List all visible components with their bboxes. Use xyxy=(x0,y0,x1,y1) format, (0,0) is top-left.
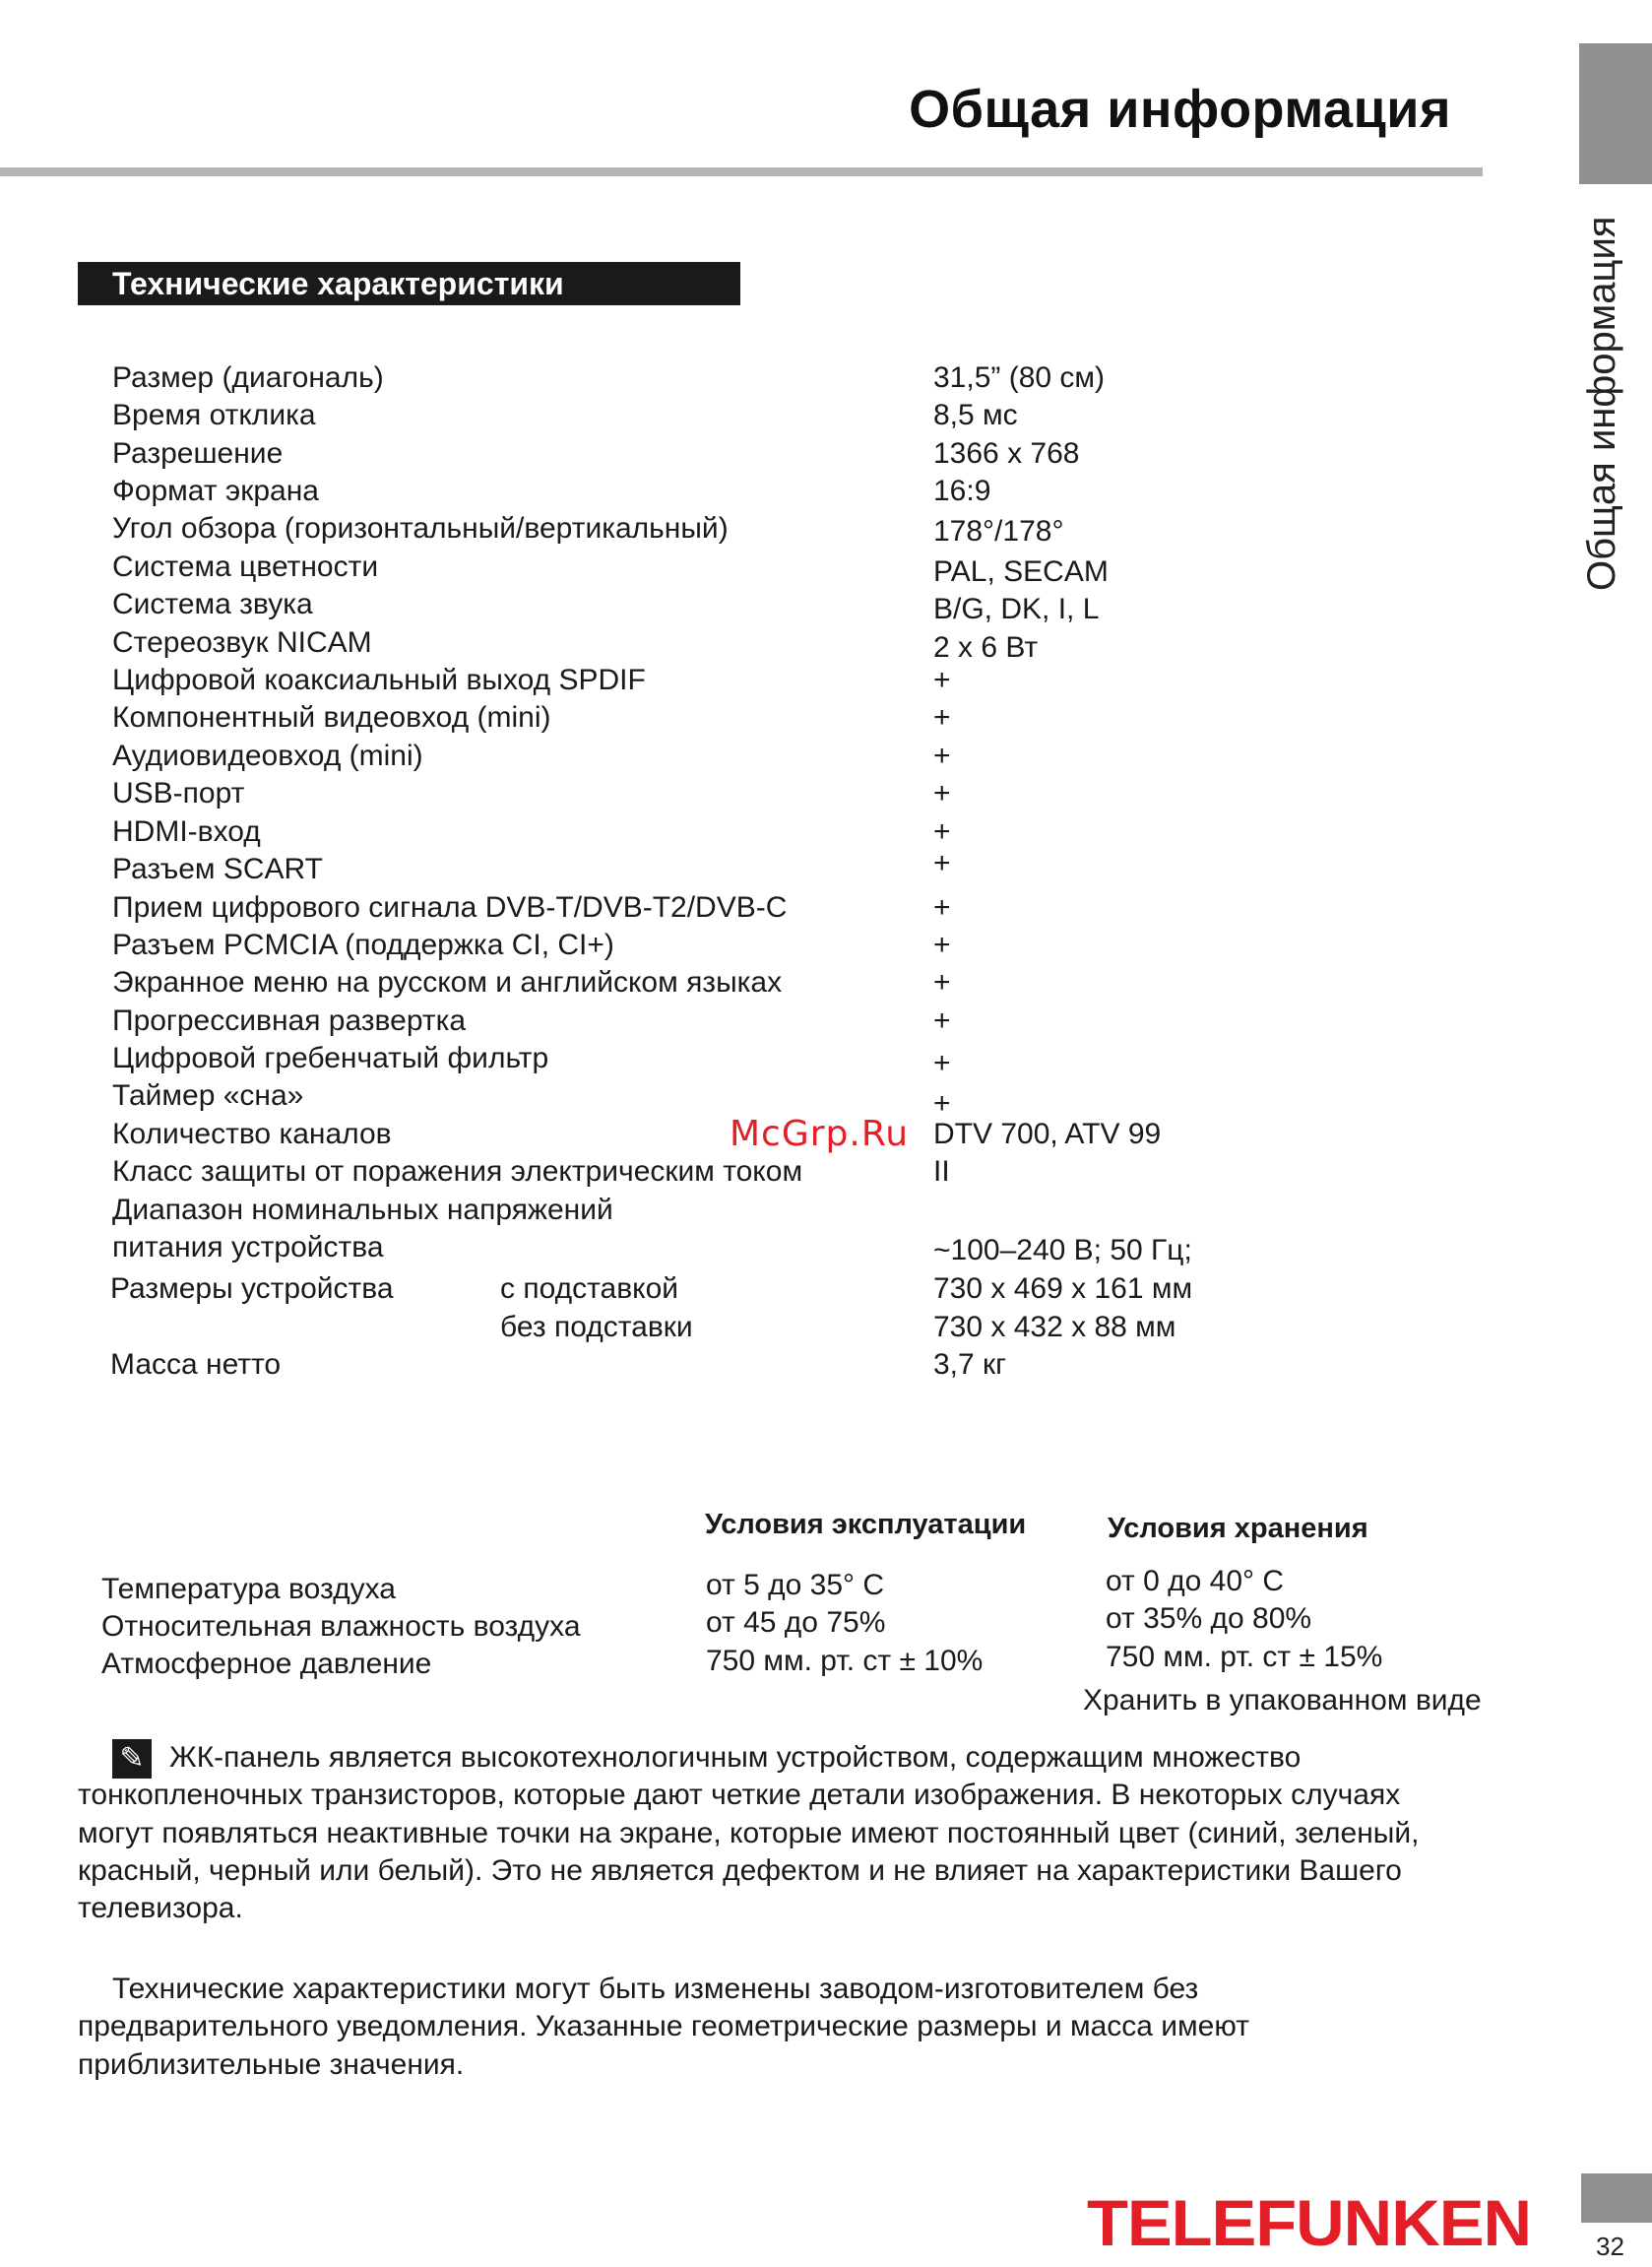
spec-value: + xyxy=(933,847,951,879)
page-title: Общая информация xyxy=(909,80,1451,139)
spec-row xyxy=(0,624,1378,662)
spec-label: USB-порт xyxy=(112,777,245,810)
side-tab-top xyxy=(1579,43,1652,184)
spec-row xyxy=(0,473,1378,510)
spec-label: Прогрессивная развертка xyxy=(112,1004,467,1037)
spec-value: 16:9 xyxy=(933,475,991,507)
spec-label: Разрешение xyxy=(112,437,284,470)
spec-value: 8,5 мс xyxy=(933,399,1018,431)
spec-value: 3,7 кг xyxy=(933,1348,1007,1381)
condition-storage: 750 мм. рт. ст ± 15% xyxy=(1106,1641,1383,1673)
condition-label: Атмосферное давление xyxy=(101,1648,432,1680)
spec-row xyxy=(0,397,1378,434)
condition-operation: от 5 до 35° С xyxy=(706,1569,885,1601)
page-number: 32 xyxy=(1596,2232,1624,2261)
spec-label: Компонентный видеовход (mini) xyxy=(112,701,551,734)
spec-label: Класс защиты от поражения электрическим током xyxy=(112,1155,803,1188)
storage-header: Условия хранения xyxy=(1108,1513,1368,1544)
spec-label: Стереозвук NICAM xyxy=(112,626,372,659)
spec-value: + xyxy=(933,777,951,810)
spec-row xyxy=(0,889,1378,927)
spec-value: 2 x 6 Вт xyxy=(933,631,1039,664)
spec-value: DTV 700, ATV 99 xyxy=(933,1118,1162,1150)
spec-sub-label: без подставки xyxy=(500,1311,693,1343)
spec-row xyxy=(0,359,1378,397)
spec-label: Размеры устройства xyxy=(110,1272,394,1305)
condition-label: Относительная влажность воздуха xyxy=(101,1610,581,1643)
spec-row xyxy=(0,1346,1378,1384)
note-icon: ✎ xyxy=(112,1739,152,1779)
spec-value: + xyxy=(933,701,951,734)
spec-value: + xyxy=(933,929,951,961)
operation-header: Условия эксплуатации xyxy=(705,1509,1027,1540)
spec-label: Цифровой гребенчатый фильтр xyxy=(112,1042,549,1074)
condition-operation: от 45 до 75% xyxy=(706,1606,886,1639)
spec-value: 730 x 469 x 161 мм xyxy=(933,1272,1193,1305)
spec-value: II xyxy=(933,1155,950,1188)
spec-label: Экранное меню на русском и английском языках xyxy=(112,966,783,999)
side-label: Общая информация xyxy=(1580,216,1623,591)
spec-label: Количество каналов xyxy=(112,1118,392,1150)
spec-row xyxy=(0,1309,1378,1346)
spec-value: + xyxy=(933,966,951,999)
spec-label: Система звука xyxy=(112,588,313,620)
spec-label: Время отклика xyxy=(112,399,316,431)
spec-label: Разъем SCART xyxy=(112,853,323,885)
spec-label: HDMI-вход xyxy=(112,815,261,848)
spec-value: + xyxy=(933,740,951,772)
spec-row xyxy=(0,435,1378,473)
spec-value: + xyxy=(933,815,951,848)
spec-value: 178°/178° xyxy=(933,515,1064,548)
spec-row xyxy=(0,1270,1378,1308)
title-rule xyxy=(0,167,1483,176)
brand-logo: TELEFUNKEN xyxy=(1087,2186,1532,2259)
condition-storage: от 0 до 40° С xyxy=(1106,1565,1285,1597)
spec-row xyxy=(0,1229,1378,1266)
spec-label: Разъем PCMCIA (поддержка CI, CI+) xyxy=(112,929,614,961)
spec-label: Таймер «сна» xyxy=(112,1079,304,1112)
spec-value: 31,5” (80 см) xyxy=(933,361,1106,394)
condition-operation: 750 мм. рт. ст ± 10% xyxy=(706,1645,984,1677)
spec-value: B/G, DK, I, L xyxy=(933,593,1100,625)
spec-value: 1366 x 768 xyxy=(933,437,1080,470)
spec-row xyxy=(0,1153,1378,1191)
spec-row xyxy=(0,586,1378,623)
condition-storage: от 35% до 80% xyxy=(1106,1602,1312,1635)
spec-value: + xyxy=(933,891,951,924)
storage-note: Хранить в упакованном виде xyxy=(1083,1684,1482,1716)
spec-sub-label: с подставкой xyxy=(500,1272,679,1305)
spec-label: Формат экрана xyxy=(112,475,319,507)
side-tab-bottom xyxy=(1581,2173,1652,2223)
spec-row xyxy=(0,662,1378,699)
note-paragraph-2: Технические характеристики могут быть изменены заводом-изготовителем без предварительного уведомления. Указанные геометрические размеры и масса имеют приблизительные значения. xyxy=(78,1973,1249,2081)
spec-label: Прием цифрового сигнала DVB-T/DVB-T2/DVB-C xyxy=(112,891,788,924)
spec-row xyxy=(0,699,1378,737)
spec-row xyxy=(0,964,1378,1002)
spec-label: Угол обзора (горизонтальный/вертикальный) xyxy=(112,512,729,545)
spec-label: Система цветности xyxy=(112,551,379,583)
spec-value: + xyxy=(933,1087,951,1120)
watermark: McGrp.Ru xyxy=(730,1114,910,1154)
spec-row xyxy=(0,927,1378,964)
spec-label: питания устройства xyxy=(112,1231,384,1263)
spec-row xyxy=(0,738,1378,775)
section-heading: Технические характеристики xyxy=(78,262,740,305)
spec-row xyxy=(0,775,1378,812)
spec-row xyxy=(0,1077,1378,1120)
spec-value: + xyxy=(933,1004,951,1037)
spec-row xyxy=(0,549,1378,586)
spec-label: Цифровой коаксиальный выход SPDIF xyxy=(112,664,646,696)
spec-value: PAL, SECAM xyxy=(933,555,1109,588)
spec-row xyxy=(0,510,1378,548)
condition-label: Температура воздуха xyxy=(101,1573,396,1605)
spec-row xyxy=(0,1040,1378,1077)
spec-value: ~100–240 В; 50 Гц; xyxy=(933,1234,1192,1266)
note-paragraph-1: ЖК-панель является высокотехнологичным устройством, содержащим множество тонкопленочных транзисторов, которые дают четкие детали изображения. В некоторых случаях могут появляться неактивные точки на экране, которые имеют постоянный цвет (синий, зеленый, красный, черный или белый). Это не является дефектом и не влияет на характеристики Вашего телевизора. xyxy=(78,1741,1420,1925)
spec-label: Размер (диагональ) xyxy=(112,361,384,394)
spec-value: + xyxy=(933,1047,951,1079)
spec-row xyxy=(0,1003,1378,1040)
spec-value: + xyxy=(933,664,951,696)
spec-row xyxy=(0,813,1378,851)
spec-row xyxy=(0,847,1378,888)
spec-label: Масса нетто xyxy=(110,1348,282,1381)
spec-row xyxy=(0,1192,1378,1229)
spec-label: Аудиовидеовход (mini) xyxy=(112,740,423,772)
spec-value: 730 x 432 x 88 мм xyxy=(933,1311,1176,1343)
spec-row xyxy=(0,1116,1378,1153)
spec-label: Диапазон номинальных напряжений xyxy=(112,1194,613,1226)
